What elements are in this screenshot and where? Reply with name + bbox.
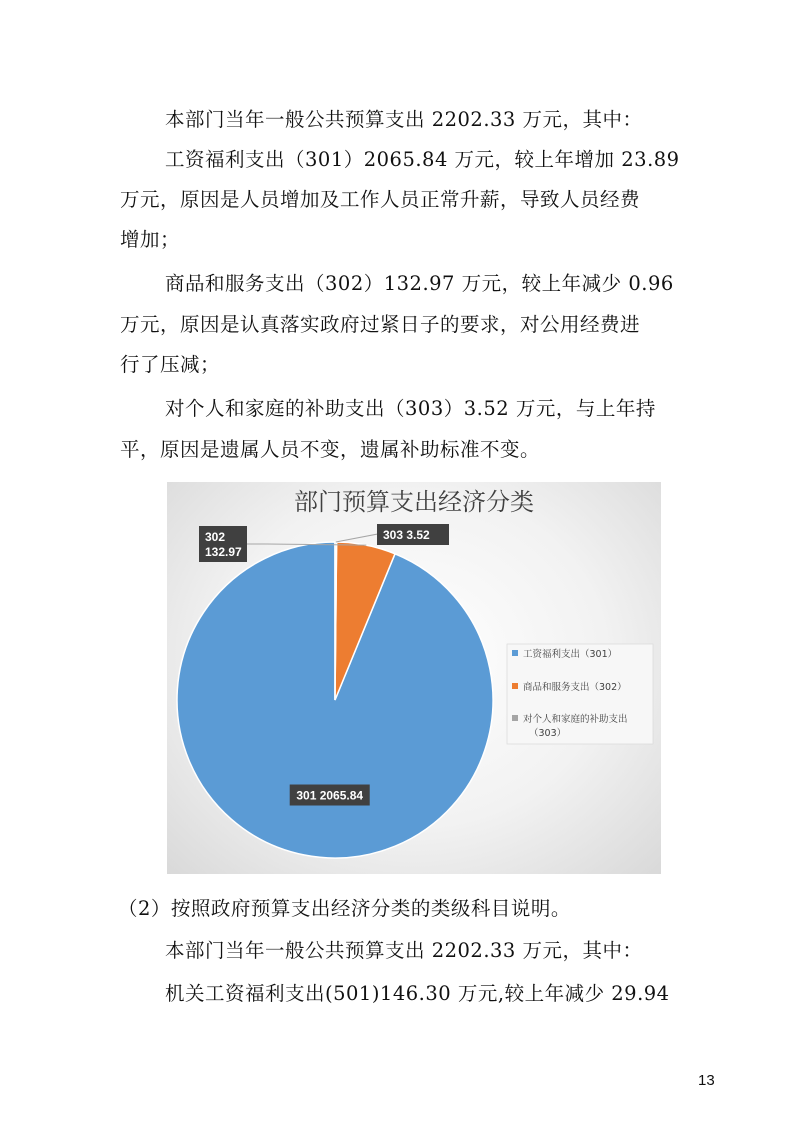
legend (507, 644, 653, 744)
legend-swatch (512, 715, 518, 721)
leader-303 (336, 533, 383, 542)
paragraph-line: 本部门当年一般公共预算支出 2202.33 万元，其中： (165, 108, 643, 131)
paragraph-line: 万元，原因是认真落实政府过紧日子的要求，对公用经费进 (120, 313, 641, 336)
paragraph-line: 工资福利支出（301）2065.84 万元，较上年增加 23.89 (165, 148, 680, 171)
paragraph-line: 万元，原因是人员增加及工作人员正常升薪，导致人员经费 (120, 188, 641, 211)
pie-chart (167, 482, 661, 874)
legend-label: 工资福利支出（301） (523, 649, 618, 660)
paragraph-line: 对个人和家庭的补助支出（303）3.52 万元，与上年持 (165, 397, 656, 420)
paragraph-line: 平，原因是遗属人员不变，遗属补助标准不变。 (120, 438, 541, 461)
data-label-302-text: 132.97 (205, 545, 242, 559)
data-label-303 (377, 524, 449, 545)
data-label-302 (199, 526, 247, 562)
paragraph-line: （2）按照政府预算支出经济分类的类级科目说明。 (118, 897, 571, 920)
data-label-303-text: 303 3.52 (383, 528, 430, 542)
paragraph-line: 本部门当年一般公共预算支出 2202.33 万元，其中： (165, 939, 643, 962)
legend-label: 商品和服务支出（302） (523, 682, 627, 693)
legend-label: （303） (529, 728, 567, 739)
legend-item-302 (512, 681, 627, 693)
paragraph-line: 商品和服务支出（302）132.97 万元，较上年减少 0.96 (165, 272, 674, 295)
legend-label: 对个人和家庭的补助支出 (523, 714, 628, 725)
paragraph-line: 增加； (120, 228, 181, 251)
chart-title: 部门预算支出经济分类 (294, 489, 534, 516)
data-label-302-text: 302 (205, 530, 226, 544)
legend-swatch (512, 683, 518, 689)
legend-swatch (512, 650, 518, 656)
data-label-301 (290, 785, 370, 806)
pie-slices (177, 542, 493, 858)
data-label-301-text: 301 2065.84 (296, 788, 364, 803)
pie-chart-svg (167, 482, 661, 874)
paragraph-line: 行了压减； (120, 353, 221, 376)
page-number: 13 (698, 1072, 715, 1089)
paragraph-line: 机关工资福利支出(501)146.30 万元,较上年减少 29.94 (165, 982, 670, 1005)
legend-item-301 (512, 648, 617, 660)
